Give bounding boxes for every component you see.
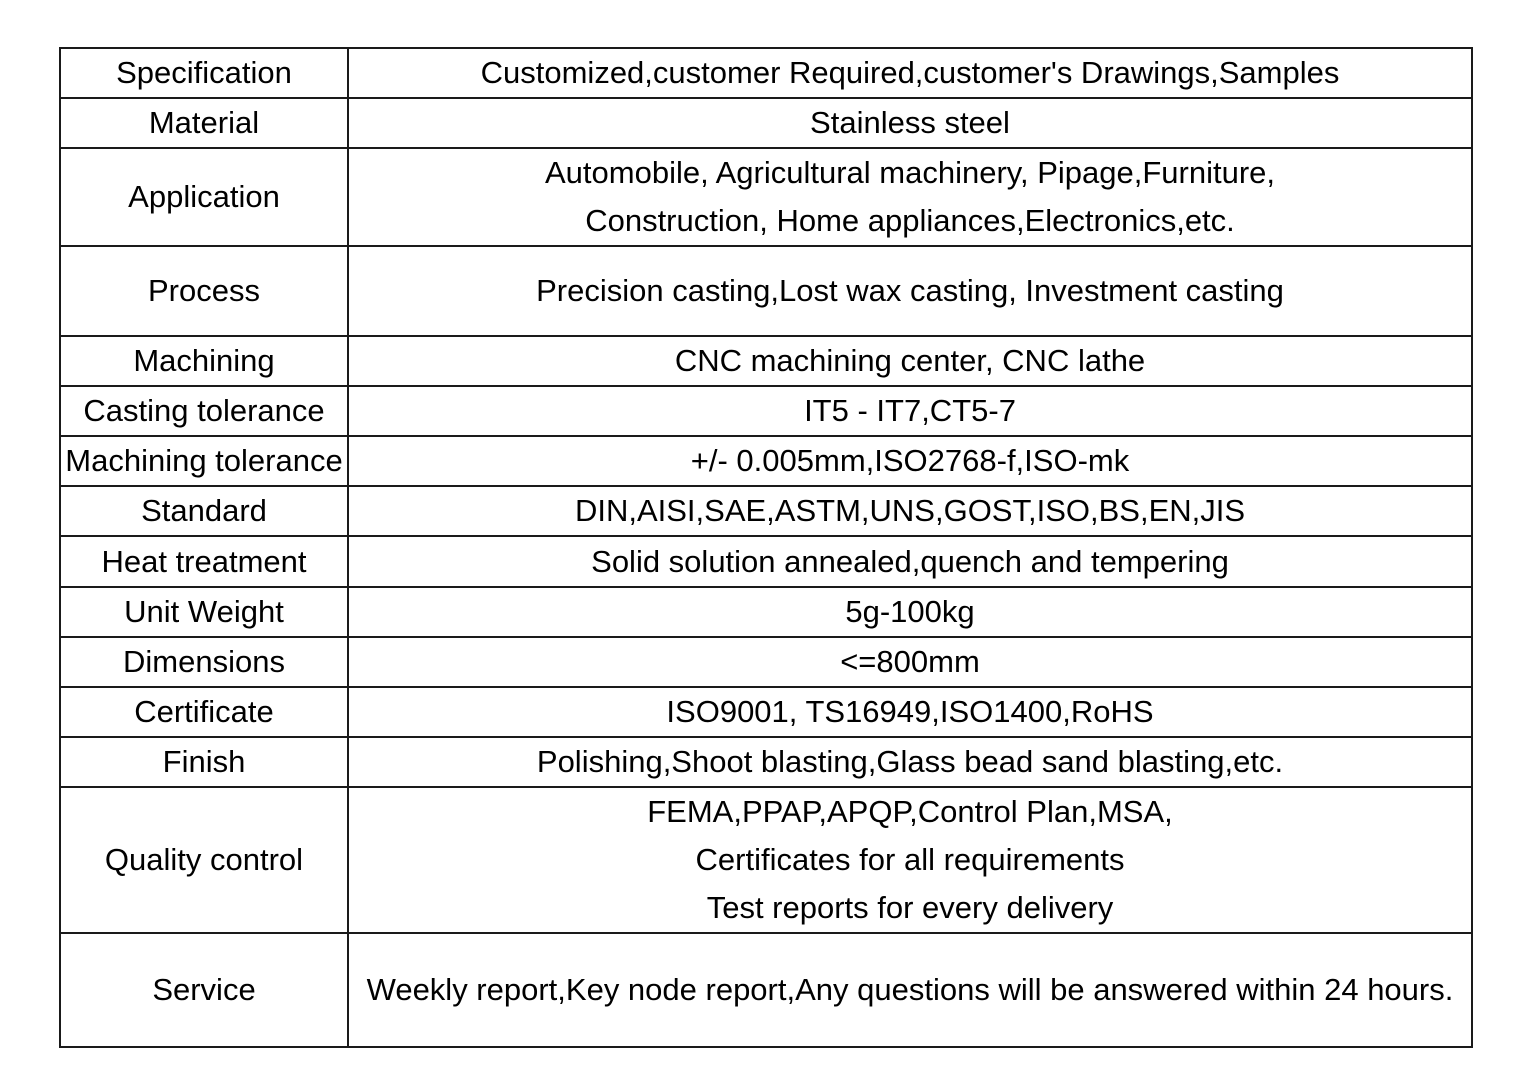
row-value	[348, 536, 1472, 587]
row-value	[348, 246, 1472, 336]
value-line: DIN,AISI,SAE,ASTM,UNS,GOST,ISO,BS,EN,JIS	[574, 493, 1246, 528]
row-label: Process	[60, 246, 348, 336]
table-row	[60, 148, 1472, 246]
table-row	[60, 98, 1472, 148]
table-row	[60, 486, 1472, 536]
table-row	[60, 687, 1472, 737]
table-row	[60, 637, 1472, 687]
row-label: Specification	[60, 48, 348, 98]
value-line: Precision casting,Lost wax casting, Investment casting	[536, 273, 1284, 308]
table-row	[60, 48, 1472, 98]
row-label: Heat treatment	[60, 536, 348, 587]
table-row	[60, 787, 1472, 933]
specification-table-body	[60, 48, 1472, 1047]
row-label: Machining tolerance	[60, 436, 348, 486]
row-value	[348, 787, 1472, 933]
row-value	[348, 148, 1472, 246]
row-label: Casting tolerance	[60, 386, 348, 436]
row-label: Certificate	[60, 687, 348, 737]
value-line: Solid solution annealed,quench and tempering	[591, 543, 1229, 579]
row-label: Machining	[60, 336, 348, 386]
value-line: 5g-100kg	[845, 594, 975, 629]
row-value	[348, 486, 1472, 536]
row-value	[348, 637, 1472, 687]
table-row	[60, 436, 1472, 486]
table-row	[60, 386, 1472, 436]
value-line: <=800mm	[840, 644, 980, 679]
row-value	[348, 98, 1472, 148]
row-value	[348, 737, 1472, 787]
table-row	[60, 737, 1472, 787]
value-line: IT5 - IT7,CT5-7	[804, 393, 1016, 428]
row-value	[348, 933, 1472, 1047]
table-row	[60, 246, 1472, 336]
table-row	[60, 933, 1472, 1047]
row-value	[348, 587, 1472, 637]
row-label: Dimensions	[60, 637, 348, 687]
value-line: Polishing,Shoot blasting,Glass bead sand blasting,etc.	[536, 744, 1284, 779]
table-row	[60, 336, 1472, 386]
value-line: Construction, Home appliances,Electronics,etc.	[585, 203, 1235, 238]
row-label: Application	[60, 148, 348, 246]
value-line: Test reports for every delivery	[706, 890, 1114, 925]
table-row	[60, 536, 1472, 587]
row-value	[348, 436, 1472, 486]
row-label: Finish	[60, 737, 348, 787]
value-line: Customized,customer Required,customer's Drawings,Samples	[480, 55, 1340, 90]
row-label: Service	[60, 933, 348, 1047]
value-line: Weekly report,Key node report,Any questions will be answered within 24 hours.	[366, 972, 1454, 1007]
table-row	[60, 587, 1472, 637]
value-line: FEMA,PPAP,APQP,Control Plan,MSA,	[647, 794, 1173, 829]
row-value	[348, 48, 1472, 98]
value-line: +/- 0.005mm,ISO2768-f,ISO-mk	[690, 443, 1130, 478]
row-value	[348, 336, 1472, 386]
value-line: ISO9001, TS16949,ISO1400,RoHS	[666, 694, 1154, 729]
value-line: Automobile, Agricultural machinery, Pipage,Furniture,	[545, 155, 1275, 190]
row-label: Unit Weight	[60, 587, 348, 637]
specification-table	[59, 47, 1473, 1048]
row-value	[348, 687, 1472, 737]
row-value	[348, 386, 1472, 436]
row-label: Quality control	[60, 787, 348, 933]
value-line: Certificates for all requirements	[695, 842, 1125, 877]
row-label: Material	[60, 98, 348, 148]
row-label: Standard	[60, 486, 348, 536]
value-line: Stainless steel	[810, 105, 1010, 140]
value-line: CNC machining center, CNC lathe	[674, 343, 1146, 378]
